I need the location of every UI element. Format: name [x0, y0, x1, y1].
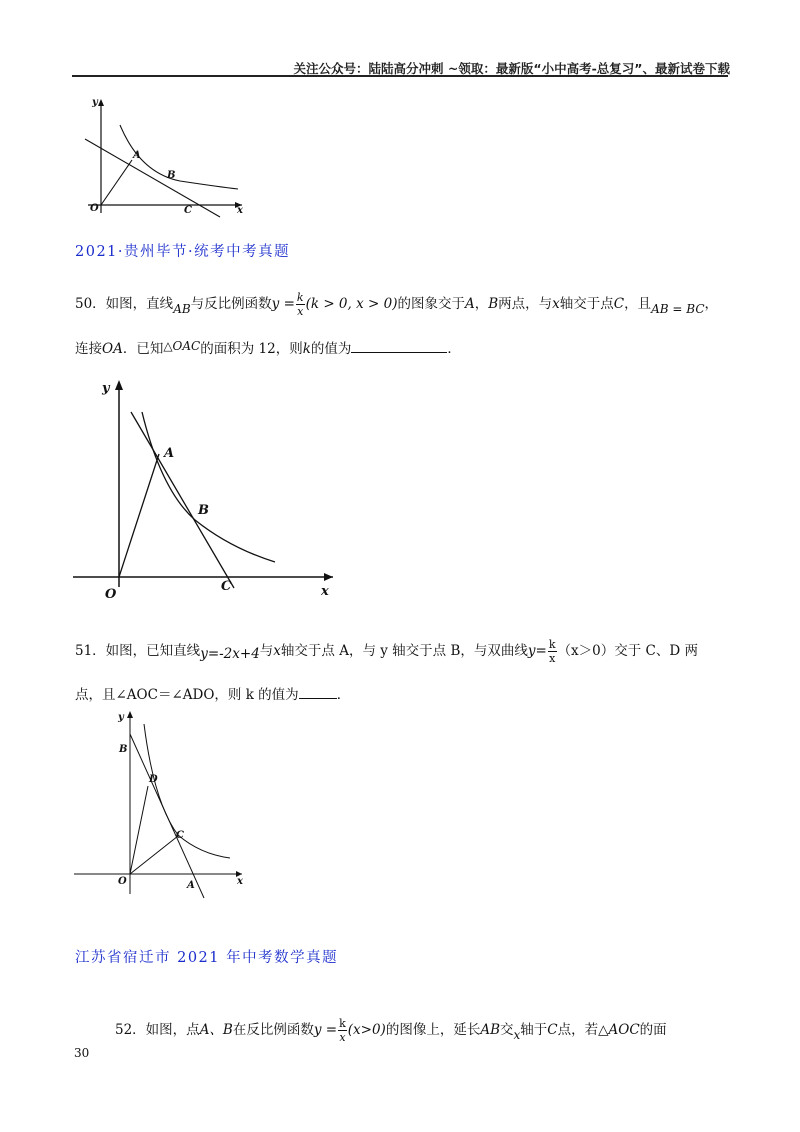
- fig2-label-x: x: [321, 584, 329, 599]
- section-title-bijie: 2021·贵州毕节·统考中考真题: [75, 244, 291, 260]
- figure-hyperbola-1: [80, 95, 250, 220]
- q51-num: 51．如图，已知直线: [75, 643, 201, 659]
- figure-hyperbola-2: [65, 372, 355, 607]
- fig1-label-b: B: [167, 170, 176, 181]
- fig1-label-y: y: [92, 97, 98, 108]
- fig2-label-a: A: [164, 446, 175, 461]
- fig3-label-x: x: [237, 876, 243, 887]
- q50-answer-blank: [351, 352, 447, 353]
- question-50-line1: 50．如图，直线AB与反比例函数y = $\frac{k}{x}$ (k > 0, x > 0)的图象交于A，B两点，与x轴交于点C，且AB = BC，: [75, 291, 718, 318]
- fig2-label-o: O: [105, 587, 117, 602]
- fig2-label-c: C: [221, 579, 232, 594]
- fig3-label-y: y: [118, 712, 124, 723]
- fig2-label-y: y: [102, 381, 110, 396]
- fig1-label-x: x: [237, 205, 243, 216]
- figure-hyperbola-3: [72, 708, 257, 906]
- fig3-label-b: B: [119, 744, 128, 755]
- question-52-line1: 52．如图，点A、B在反比例函数y = $\frac{k}{x}$ (x>0)的图像上，延长AB交x轴于C点，若△AOC的面: [115, 1017, 667, 1044]
- q52-num: 52．如图，点: [115, 1022, 200, 1038]
- section-title-suqian: 江苏省宿迁市 2021 年中考数学真题: [75, 950, 339, 966]
- q50-num: 50．如图，直线: [75, 296, 174, 312]
- fig3-label-d: D: [149, 774, 158, 785]
- header-rule: [72, 75, 728, 77]
- question-50-line2: 连接OA．已知△OAC的面积为 12，则k的值为 ．: [75, 339, 461, 357]
- fig3-label-o: O: [118, 876, 127, 887]
- fig1-label-a: A: [133, 150, 141, 161]
- question-51-line2: 点，且∠AOC＝∠ADO，则 k 的值为 ．: [75, 687, 351, 703]
- q51-answer-blank: [299, 698, 337, 699]
- fig2-label-b: B: [198, 503, 209, 518]
- page-number: 30: [74, 1046, 90, 1060]
- fig1-label-c: C: [184, 205, 192, 216]
- question-51-line1: 51．如图，已知直线y=-2x+4与x轴交于点 A，与 y 轴交于点 B，与双曲线y= $\frac{k}{x}$ （x＞0）交于 C、D 两: [75, 638, 698, 665]
- page-header: 关注公众号：陆陆高分冲刺 ~领取：最新版“小中高考-总复习”、最新试卷下载: [293, 61, 730, 76]
- fig1-label-o: O: [90, 203, 99, 214]
- fig3-label-a: A: [187, 880, 195, 891]
- fig3-label-c: C: [176, 830, 184, 841]
